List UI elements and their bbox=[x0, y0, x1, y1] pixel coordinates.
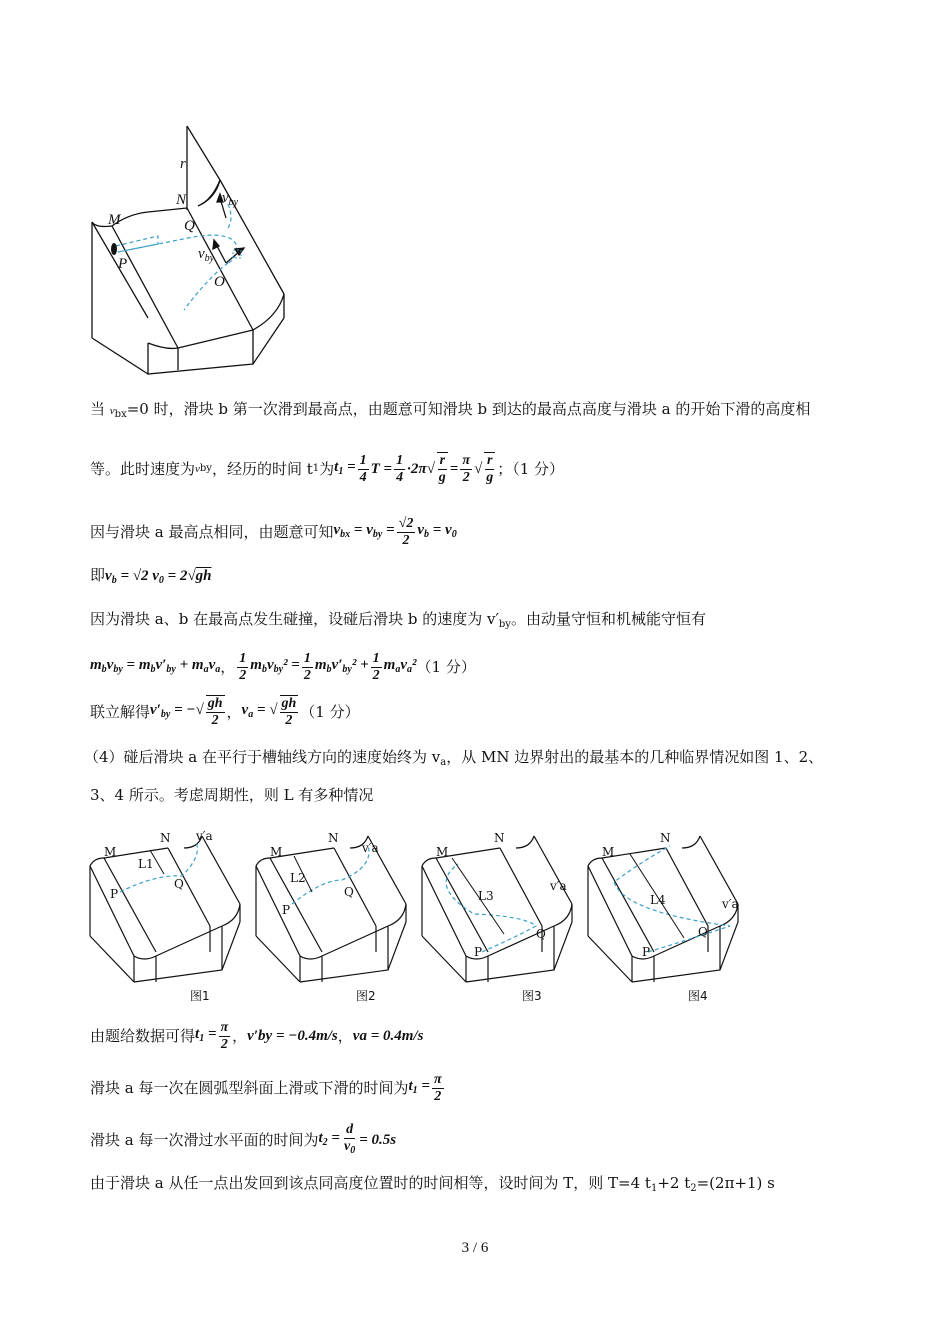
svg-text:M: M bbox=[602, 845, 615, 859]
svg-text:N: N bbox=[160, 831, 171, 845]
eq-t1: $t_1$ = bbox=[334, 458, 356, 477]
label-N: N bbox=[176, 192, 187, 208]
svg-text:M: M bbox=[270, 845, 283, 859]
text-line-11: 滑块 a 每一次在圆弧型斜面上滑或下滑的时间为 $t_1$ = $\frac{\pi}{2}$ bbox=[90, 1071, 442, 1104]
svg-text:Q: Q bbox=[174, 877, 184, 891]
text-line-2: 等。此时速度为 v by ，经历的时间 t 1 为 $t_1$ = $\frac{1}{4}$ T = $\frac{1}{4}$ ·2π √ $\frac{r}{g}$ = $\frac{\pi}{2}$ √ $\frac{r}{g}$ ；（1 分） bbox=[90, 452, 565, 485]
label-P: P bbox=[118, 256, 128, 272]
caption-3: 图3 bbox=[522, 989, 542, 1003]
figure-1 bbox=[90, 829, 240, 982]
svg-text:M: M bbox=[104, 845, 117, 859]
svg-text:P: P bbox=[474, 945, 483, 959]
svg-text:v′a: v′a bbox=[362, 841, 379, 855]
text-line-1: 当 $v_{bx}=0$ 时，滑块 b 第一次滑到最高点，由题意可知滑块 b 到达的最高点高度与滑块 a 的开始下滑的高度相 bbox=[90, 400, 811, 420]
svg-text:P: P bbox=[110, 887, 119, 901]
text-line-5: 因为滑块 a、b 在最高点发生碰撞，设碰后滑块 b 的速度为 $v'_{by}$。由动量守恒和机械能守恒有 bbox=[90, 610, 706, 630]
figure-row bbox=[86, 826, 766, 1006]
text-line-4: 即$v_b = √2$ $v_0 = 2√gh$ bbox=[90, 566, 212, 586]
svg-text:P: P bbox=[282, 903, 291, 917]
figure-2 bbox=[256, 831, 406, 982]
text-line-3: 因与滑块 a 最高点相同，由题意可知 $v_{bx} = v_{by}$ = $\frac{√2}{2}$ $v_b = v_0$ bbox=[90, 515, 457, 548]
label-O: O bbox=[214, 274, 225, 290]
svg-text:P: P bbox=[642, 945, 651, 959]
svg-text:v′a: v′a bbox=[196, 829, 213, 843]
svg-text:L2: L2 bbox=[290, 871, 306, 885]
svg-text:v′a: v′a bbox=[550, 879, 567, 893]
text-line-6: $m_bv_{by} = m_bv'_{by} + m_av_a$ ， $\frac{1}{2}$ $m_bv_{by}^2$ = $\frac{1}{2}$ $m_bv'_{by}^2$ + $\frac{1}{2}$ $m_av_a^2$ （1 分） bbox=[90, 650, 476, 683]
caption-1: 图1 bbox=[190, 989, 210, 1003]
svg-text:N: N bbox=[328, 831, 339, 845]
label-M: M bbox=[108, 212, 121, 228]
text-line-10: 由题给数据可得 $t_1$ = $\frac{\pi}{2}$ ， v′by = −0.4m/s ， va = 0.4m/s bbox=[90, 1019, 424, 1052]
label-Q: Q bbox=[184, 218, 195, 234]
svg-text:Q: Q bbox=[536, 927, 546, 941]
caption-2: 图2 bbox=[356, 989, 376, 1003]
svg-text:L3: L3 bbox=[478, 889, 494, 903]
svg-text:L4: L4 bbox=[650, 893, 666, 907]
caption-4: 图4 bbox=[688, 989, 708, 1003]
figure-3 bbox=[422, 831, 572, 982]
svg-text:Q: Q bbox=[698, 925, 708, 939]
svg-text:N: N bbox=[494, 831, 505, 845]
svg-text:Q: Q bbox=[344, 885, 354, 899]
svg-text:N: N bbox=[660, 831, 671, 845]
text-line-12: 滑块 a 每一次滑过水平面的时间为 $t_2$ = $\frac{d}{v_0}$ = 0.5s bbox=[90, 1121, 397, 1156]
figure-4 bbox=[588, 831, 739, 982]
text-line-9: 3、4 所示。考虑周期性，则 L 有多种情况 bbox=[90, 786, 374, 804]
text-line-8: （4）碰后滑块 a 在平行于槽轴线方向的速度始终为 $v_a$，从 MN 边界射出的最基本的几种临界情况如图 1、2、 bbox=[84, 748, 824, 768]
text-line-13: 由于滑块 a 从任一点出发回到该点同高度位置时的时间相等，设时间为 T，则 T=4 $t_1+2$ $t_2=(2\pi+1)$ s bbox=[90, 1174, 775, 1194]
svg-text:M: M bbox=[436, 845, 449, 859]
page-number: 3 / 6 bbox=[461, 1240, 489, 1256]
label-vby-mid: $v_{by}$ bbox=[198, 246, 215, 264]
label-r: r bbox=[180, 156, 186, 172]
top-figure bbox=[88, 118, 298, 378]
text-line-7: 联立解得 $v'_{by}$ = −√ $\frac{gh}{2}$ ， $v_a$ = √ $\frac{gh}{2}$ （1 分） bbox=[90, 696, 360, 728]
label-vby-top: $v_{by}$ bbox=[222, 190, 239, 208]
svg-text:v′a: v′a bbox=[722, 897, 739, 911]
svg-text:L1: L1 bbox=[138, 857, 154, 871]
